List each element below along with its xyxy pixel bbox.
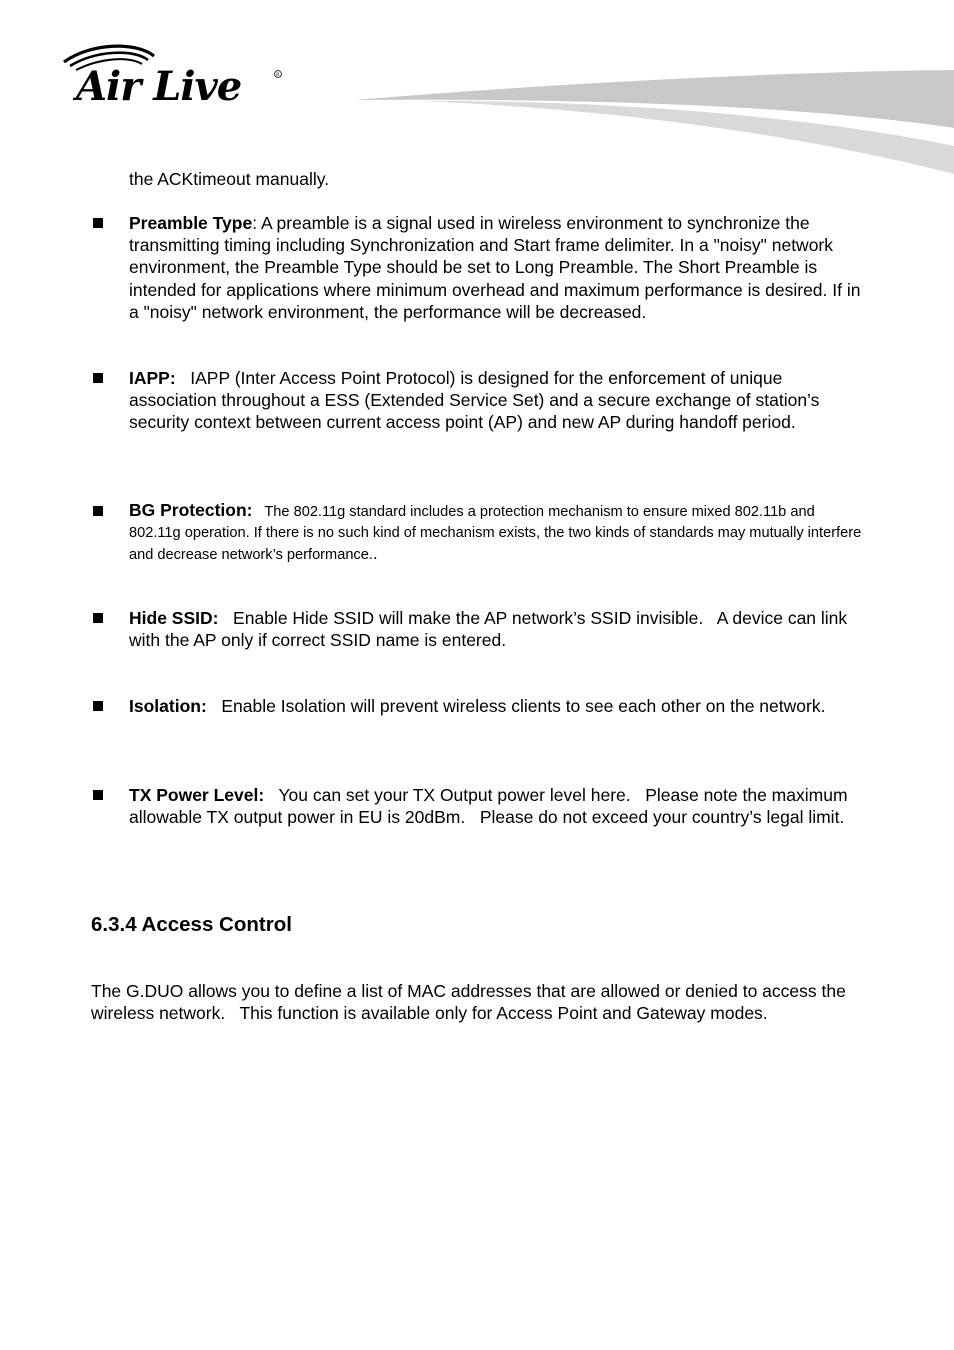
bullet-square-icon — [93, 790, 103, 800]
section-heading: 6.3.4 Access Control — [91, 913, 292, 936]
bullet-description: Enable Isolation will prevent wireless clients to see each other on the network. — [206, 696, 826, 716]
bullet-trailing-period: . — [372, 543, 378, 564]
bullet-term: Preamble Type — [129, 213, 253, 233]
bullet-description: You can set your TX Output power level here. Please note the maximum allowable TX output power in EU is 20dBm. Please do not exceed your country’s legal limit. — [129, 785, 853, 828]
bullet-square-icon — [93, 373, 103, 383]
continuation-text: the ACKtimeout manually. — [129, 169, 330, 189]
bullet-square-icon — [93, 506, 103, 516]
bullet-term: Hide SSID: — [129, 608, 219, 628]
airlive-logo — [62, 40, 292, 112]
bullet-square-icon — [93, 613, 103, 623]
bullet-description: A preamble is a signal used in wireless environment to synchronize the transmitting timing including Synchronization and Start frame delimiter. In a "noisy" network environment, the Preamble Type should be set to Long Preamble. The Short Preamble is intended for applications where minimum overhead and maximum performance is desired. If in a "noisy" network environment, the performance will be decreased. — [129, 213, 861, 322]
bullet-square-icon — [93, 701, 103, 711]
bullet-preamble-type — [129, 212, 869, 323]
bullet-square-icon — [93, 218, 103, 228]
bullet-term: Isolation: — [129, 696, 207, 716]
section-body: The G.DUO allows you to define a list of MAC addresses that are allowed or denied to access the wireless network. This function is available only for Access Point and Gateway modes. — [91, 981, 851, 1024]
bullet-description: The 802.11g standard includes a protection mechanism to ensure mixed 802.11b and 802.11g operation. If there is no such kind of mechanism exists, the two kinds of standards may mutually interfere and decrease network’s performance. — [129, 504, 866, 564]
bullet-description: IAPP (Inter Access Point Protocol) is designed for the enforcement of unique association throughout a ESS (Extended Service Set) and a secure exchange of station’s security context between current access point (AP) and new AP during handoff period. — [129, 368, 825, 433]
svg-text:R: R — [276, 73, 280, 78]
bullet-bg-protection — [129, 500, 869, 566]
bullet-description: Enable Hide SSID will make the AP network’s SSID invisible. A device can link with the AP only if correct SSID name is entered. — [129, 608, 853, 651]
bullet-separator: : — [252, 213, 258, 233]
bullet-tx-power-level — [129, 784, 869, 828]
bullet-iapp — [129, 367, 869, 434]
bullet-isolation — [129, 695, 869, 717]
bullet-term: BG Protection: — [129, 500, 253, 520]
bullet-term: TX Power Level: — [129, 785, 265, 805]
svg-text:Air Live: Air Live — [76, 63, 242, 110]
bullet-term: IAPP: — [129, 368, 176, 388]
bullet-hide-ssid — [129, 607, 869, 651]
